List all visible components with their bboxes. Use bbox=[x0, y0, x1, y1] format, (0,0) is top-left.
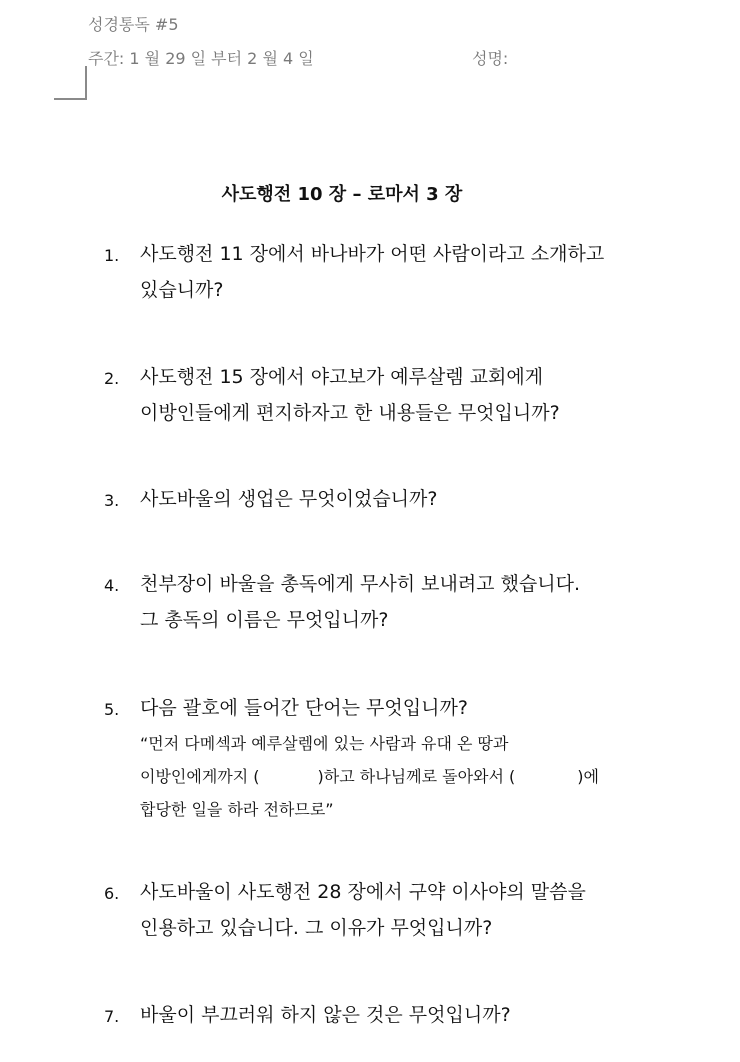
question-number: 3. bbox=[104, 491, 120, 510]
question-line: 이방인들에게 편지하자고 한 내용들은 무엇입니까? bbox=[140, 402, 560, 424]
quote-line-with-blanks bbox=[140, 760, 700, 793]
question-text bbox=[140, 236, 700, 308]
question-line: 천부장이 바울을 총독에게 무사히 보내려고 했습니다. bbox=[140, 573, 581, 595]
question-number: 2. bbox=[104, 369, 120, 388]
question-line: 인용하고 있습니다. 그 이유가 무엇입니까? bbox=[140, 917, 493, 939]
question-quote bbox=[140, 727, 700, 826]
name-label: 성명: bbox=[472, 49, 509, 68]
question-line: 있습니까? bbox=[140, 279, 224, 301]
question-number: 4. bbox=[104, 576, 120, 595]
question-text bbox=[140, 874, 700, 946]
question-line: 사도바울의 생업은 무엇이었습니까? bbox=[140, 488, 438, 510]
question-number: 7. bbox=[104, 1007, 120, 1026]
question-text bbox=[140, 481, 700, 517]
question-text bbox=[140, 566, 700, 638]
page-corner-mark bbox=[54, 66, 87, 100]
header-period: 주간: 1 월 29 일 부터 2 월 4 일 bbox=[88, 49, 314, 68]
quote-segment: )에 bbox=[577, 767, 599, 786]
quote-segment: )하고 하나님께로 돌아와서 ( bbox=[317, 767, 516, 786]
question-line: 그 총독의 이름은 무엇입니까? bbox=[140, 609, 389, 631]
question-line: 바울이 부끄러워 하지 않은 것은 무엇입니까? bbox=[140, 1004, 511, 1026]
document-title: 사도행전 10 장 – 로마서 3 장 bbox=[221, 184, 463, 205]
header-title: 성경통독 #5 bbox=[88, 15, 179, 34]
question-number: 1. bbox=[104, 246, 120, 265]
question-text bbox=[140, 997, 700, 1033]
quote-segment: 이방인에게까지 ( bbox=[140, 767, 260, 786]
quote-line: “먼저 다메섹과 예루살렘에 있는 사람과 유대 온 땅과 bbox=[140, 734, 509, 753]
question-line: 사도행전 15 장에서 야고보가 예루살렘 교회에게 bbox=[140, 366, 544, 388]
question-line: 사도행전 11 장에서 바나바가 어떤 사람이라고 소개하고 bbox=[140, 243, 605, 265]
quote-line: 합당한 일을 하라 전하므로” bbox=[140, 800, 334, 819]
question-number: 5. bbox=[104, 700, 120, 719]
question-line: 사도바울이 사도행전 28 장에서 구약 이사야의 말씀을 bbox=[140, 881, 586, 903]
question-line: 다음 괄호에 들어간 단어는 무엇입니까? bbox=[140, 697, 468, 719]
question-text bbox=[140, 690, 700, 726]
question-number: 6. bbox=[104, 884, 120, 903]
question-text bbox=[140, 359, 700, 431]
